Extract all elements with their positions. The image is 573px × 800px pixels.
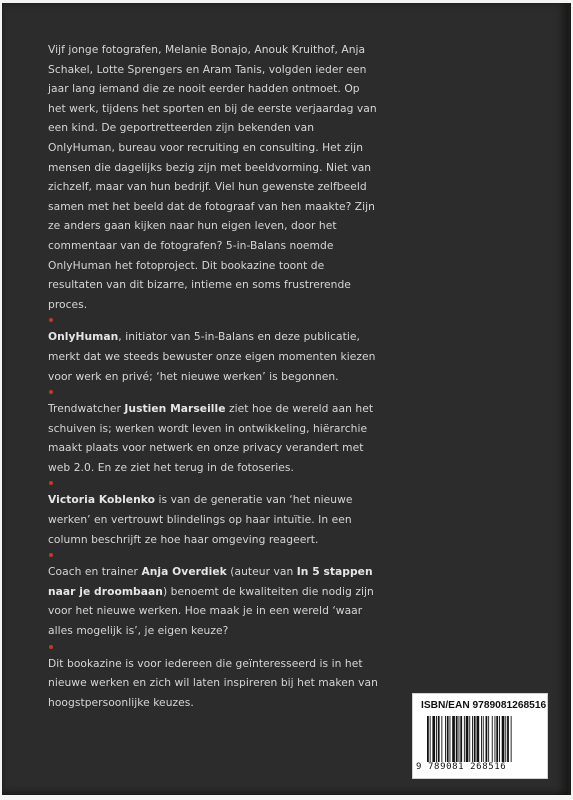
bullet-dot xyxy=(49,318,53,322)
marseille-paragraph xyxy=(48,399,378,477)
isbn-text: ISBN/EAN 9789081268516 xyxy=(421,700,547,711)
koblenko-name: Victoria Koblenko xyxy=(48,493,156,507)
bullet-dot xyxy=(49,645,53,649)
overdiek-book-title: In 5 stappen naar je droombaan xyxy=(48,565,373,598)
overdiek-pre: Coach en trainer xyxy=(48,565,142,579)
overdiek-paragraph xyxy=(48,562,378,640)
back-cover xyxy=(2,3,571,795)
marseille-text: ziet hoe de wereld aan het schuiven is; werken wordt leven in ontwikkeling, hiërarchie maakt plaats voor netwerk en onze privacy verandert met web 2.0. En ze ziet het terug in de fotoseries. xyxy=(48,402,374,474)
intro-paragraph: Vijf jonge fotografen, Melanie Bonajo, Anouk Kruithof, Anja Schakel, Lotte Sprengers en Aram Tanis, volgden ieder een jaar lang iemand die ze nooit eerder hadden ontmoet. Op het werk, tijdens het sporten en bij de eerste verjaardag van een kind. De geportretteerden zijn bekenden van OnlyHuman, bureau voor recruiting en consulting. Het zijn mensen die dagelijks bezig zijn met beeldvorming. Niet van zichzelf, maar van hun bedrijf. Viel hun gewenste zelfbeeld samen met het beeld dat de fotograaf van hen maakte? Zijn ze anders gaan kijken naar hun eigen leven, door het commentaar van de fotografen? 5-in-Balans noemde OnlyHuman het fotoproject. Dit bookazine toont de resultaten van dit bizarre, intieme en soms frustrerende proces. xyxy=(48,43,377,311)
overdiek-mid: (auteur van xyxy=(226,565,297,579)
closing-paragraph: Dit bookazine is voor iedereen die geïnteresseerd is in het nieuwe werken en zich wil laten inspireren bij het maken van hoogstpersoonlijke keuzes. xyxy=(48,656,378,709)
onlyhuman-text: , initiator van 5-in-Balans en deze publicatie, merkt dat we steeds bewuster onze eigen momenten kiezen voor werk en privé; ‘het nieuwe werken’ is begonnen. xyxy=(48,330,376,383)
barcode-label xyxy=(412,693,548,779)
onlyhuman-paragraph xyxy=(48,327,378,386)
koblenko-paragraph xyxy=(48,490,378,549)
blurb-text xyxy=(48,40,378,712)
marseille-pre: Trendwatcher xyxy=(48,402,125,416)
bullet-dot xyxy=(49,390,53,394)
koblenko-text: is van de generatie van ‘het nieuwe werken’ en vertrouwt blindelings op haar intuïtie. In een column beschrijft ze hoe haar omgeving reageert. xyxy=(48,493,353,546)
overdiek-name: Anja Overdiek xyxy=(141,565,227,579)
bullet-dot xyxy=(49,553,53,557)
overdiek-text: ) benoemt de kwaliteiten die nodig zijn voor het nieuwe werken. Hoe maak je in een wereld ‘waar alles mogelijk is’, je eigen keuze? xyxy=(48,584,374,638)
onlyhuman-name: OnlyHuman xyxy=(48,330,119,344)
bullet-dot xyxy=(49,481,53,485)
barcode-digits: 9 789081 268516 xyxy=(416,762,507,772)
barcode-icon xyxy=(427,716,539,762)
marseille-name: Justien Marseille xyxy=(124,402,226,416)
